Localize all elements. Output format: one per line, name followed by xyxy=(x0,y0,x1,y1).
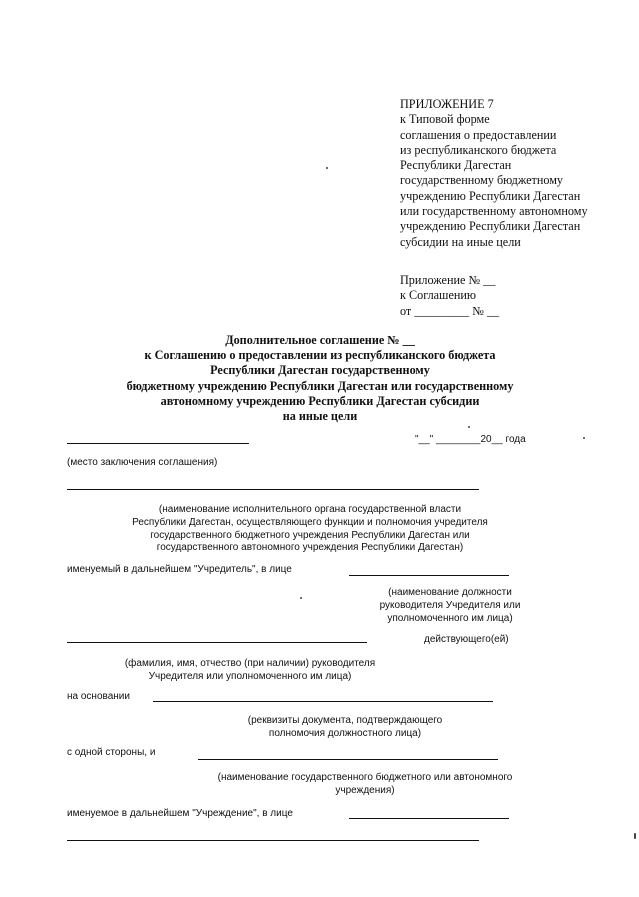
appendix-line: субсидии на иные цели xyxy=(400,234,521,249)
scan-speck xyxy=(300,597,302,599)
basis-label: на основании xyxy=(67,691,130,702)
scan-speck xyxy=(583,437,585,439)
appendix-line: ПРИЛОЖЕНИЕ 7 xyxy=(400,97,494,111)
attachment-date-number: от _________ № __ xyxy=(400,303,500,318)
attachment-reference xyxy=(400,273,499,319)
title-line: Дополнительное соглашение № __ xyxy=(225,333,415,347)
agreement-date[interactable]: "__" ________20__ года xyxy=(415,434,526,445)
place-caption: (место заключения соглашения) xyxy=(67,457,218,468)
hint-line: руководителя Учредителя или xyxy=(379,599,521,611)
scan-speck xyxy=(326,167,328,169)
hint-line: Учредителя или уполномоченного им лица) xyxy=(148,670,352,682)
appendix-line: из республиканского бюджета xyxy=(400,142,557,157)
hint-line: (реквизиты документа, подтверждающего xyxy=(247,715,443,726)
fio-hint xyxy=(100,658,400,684)
title-line: автономному учреждению Республики Дагестан субсидии xyxy=(160,393,480,408)
place-input-line[interactable] xyxy=(67,443,249,444)
hint-line: (наименование исполнительного органа государственной власти xyxy=(158,504,462,515)
title-line: к Соглашению о предоставлении из республиканского бюджета xyxy=(144,348,496,363)
authority-hint xyxy=(100,504,520,555)
appendix-line: к Типовой форме xyxy=(400,112,490,127)
requisites-hint xyxy=(230,715,460,741)
institution-label: именуемое в дальнейшем "Учреждение", в лице xyxy=(67,808,293,819)
scan-speck xyxy=(634,833,636,839)
title-line: на иные цели xyxy=(282,409,358,424)
institution-representative-line[interactable] xyxy=(349,818,509,819)
authority-input-line[interactable] xyxy=(67,489,479,490)
title-line: Республики Дагестан государственному xyxy=(210,363,430,378)
hint-line: (наименование государственного бюджетного или автономного xyxy=(217,772,513,783)
attachment-number: Приложение № __ xyxy=(400,273,496,287)
scan-speck xyxy=(468,426,470,428)
hint-line: учреждения) xyxy=(335,784,395,796)
appendix-header xyxy=(400,97,588,250)
hint-line: Республики Дагестан, осуществляющего функции и полномочия учредителя xyxy=(132,516,488,528)
hint-line: полномочия должностного лица) xyxy=(268,727,422,739)
acting-label: действующего(ей) xyxy=(424,634,509,645)
one-side-label: с одной стороны, и xyxy=(67,747,156,758)
hint-line: (фамилия, имя, отчество (при наличии) руководителя xyxy=(124,658,376,669)
continuation-line[interactable] xyxy=(67,840,479,841)
position-hint xyxy=(360,587,540,625)
title-line: бюджетному учреждению Республики Дагестан или государственному xyxy=(126,378,514,393)
hint-line: государственного автономного учреждения Республики Дагестан) xyxy=(156,542,464,554)
appendix-line: или государственному автономному xyxy=(400,204,588,219)
basis-input-line[interactable] xyxy=(153,701,493,702)
appendix-line: государственному бюджетному xyxy=(400,173,564,188)
appendix-line: учреждению Республики Дагестан xyxy=(400,188,581,203)
appendix-line: Республики Дагестан xyxy=(400,158,512,173)
appendix-line: учреждению Республики Дагестан xyxy=(400,219,581,234)
institution-input-line[interactable] xyxy=(198,759,498,760)
hint-line: государственного бюджетного учреждения Республики Дагестан или xyxy=(150,529,470,541)
institution-hint xyxy=(190,772,540,798)
appendix-line: соглашения о предоставлении xyxy=(400,127,557,142)
fio-input-line[interactable] xyxy=(67,642,367,643)
founder-representative-line[interactable] xyxy=(349,575,509,576)
hint-line: уполномоченного им лица) xyxy=(387,612,513,624)
document-title xyxy=(40,333,600,424)
founder-label: именуемый в дальнейшем "Учредитель", в лице xyxy=(67,564,292,575)
hint-line: (наименование должности xyxy=(388,587,512,598)
attachment-agreement: к Соглашению xyxy=(400,288,477,303)
